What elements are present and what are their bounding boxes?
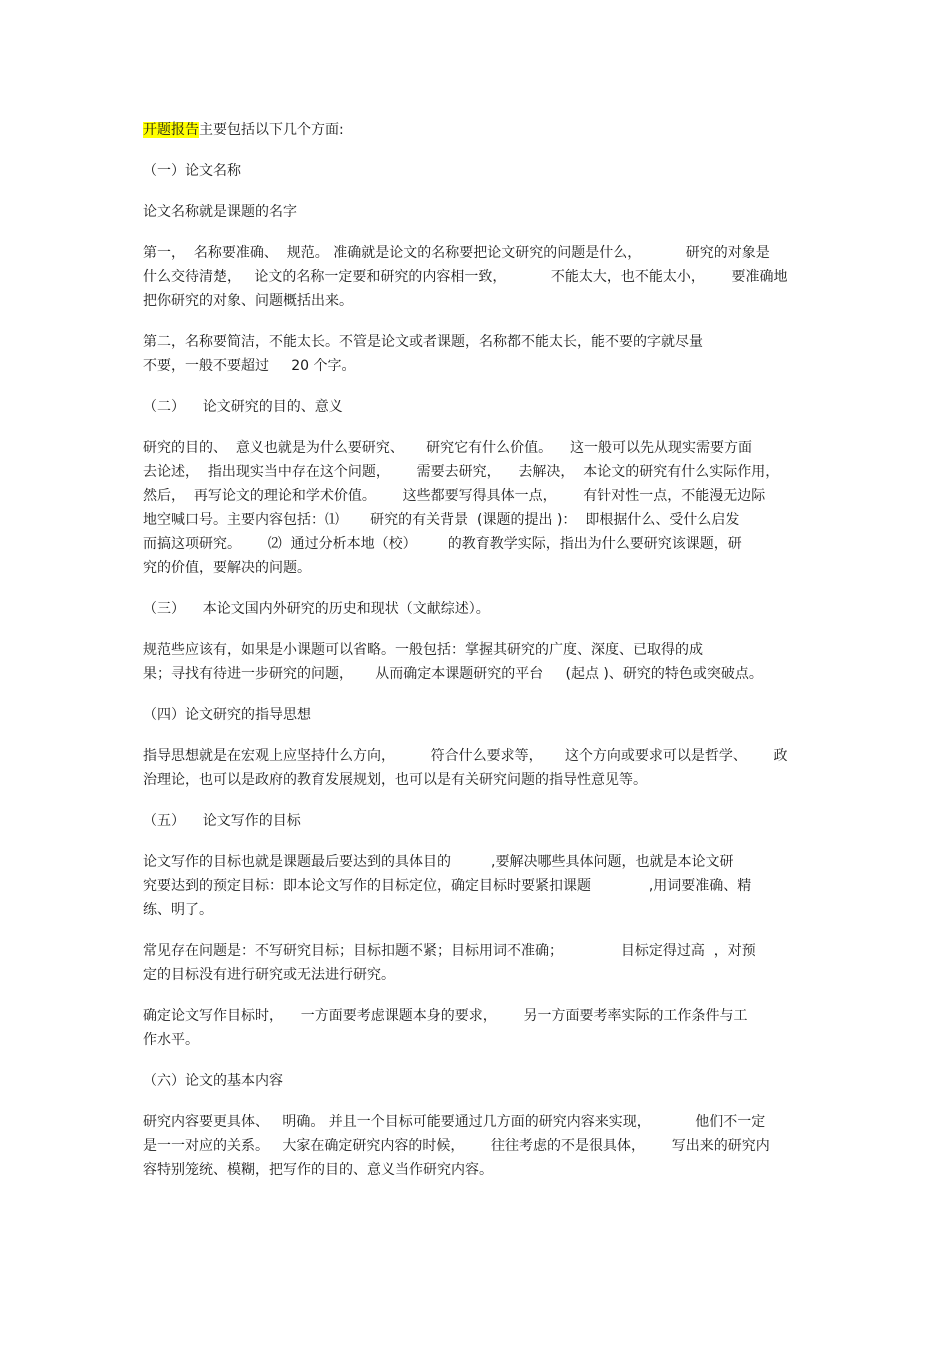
paragraph-line: 不要，一般不要超过 20 个字。	[143, 358, 356, 374]
paragraph-line: 规范些应该有，如果是小课题可以省略。一般包括：掌握其研究的广度、深度、已取得的成	[143, 642, 703, 658]
section-heading: （五） 论文写作的目标	[143, 813, 301, 829]
paragraph-line: 作水平。	[143, 1032, 199, 1048]
paragraph-line: 定的目标没有进行研究或无法进行研究。	[143, 967, 395, 983]
paragraph-line: 确定论文写作目标时， 一方面要考虑课题本身的要求， 另一方面要考率实际的工作条件与工	[143, 1008, 748, 1024]
paragraph	[143, 744, 811, 792]
paragraph	[143, 1110, 811, 1182]
paragraph	[143, 850, 811, 922]
paragraph-line: 什么交待清楚， 论文的名称一定要和研究的内容相一致， 不能太大，也不能太小， 要准确地	[143, 269, 788, 285]
spacer	[143, 987, 811, 1004]
paragraph	[143, 241, 811, 313]
paragraph-line: 常见存在问题是：不写研究目标；目标扣题不紧；目标用词不准确； 目标定得过高 ，对预	[143, 943, 756, 959]
spacer	[143, 313, 811, 330]
paragraph	[143, 939, 811, 987]
spacer	[143, 419, 811, 436]
spacer	[143, 621, 811, 638]
paragraph-line: 把你研究的对象、问题概括出来。	[143, 293, 353, 309]
paragraph-line: 治理论，也可以是政府的教育发展规划，也可以是有关研究问题的指导性意见等。	[143, 772, 647, 788]
section-heading: （二） 论文研究的目的、意义	[143, 399, 343, 415]
paragraph-line: 究的价值，要解决的问题。	[143, 560, 311, 576]
intro-text: 主要包括以下几个方面:	[199, 122, 344, 138]
spacer	[143, 224, 811, 241]
paragraph-line: 地空喊口号。主要内容包括：⑴ 研究的有关背景 (课题的提出 )： 即根据什么、受什么启发	[143, 512, 740, 528]
paragraph	[143, 200, 811, 224]
section-heading: （四）论文研究的指导思想	[143, 707, 311, 723]
paragraph-line: 论文写作的目标也就是课题最后要达到的具体目的 ,要解决哪些具体问题，也就是本论文研	[143, 854, 734, 870]
paragraph-line: 是一一对应的关系。 大家在确定研究内容的时候， 往往考虑的不是很具体， 写出来的研究内	[143, 1138, 770, 1154]
paragraph-line: 指导思想就是在宏观上应坚持什么方向， 符合什么要求等， 这个方向或要求可以是哲学、 政	[143, 748, 788, 764]
paragraph-line: 第二，名称要简洁，不能太长。不管是论文或者课题，名称都不能太长，能不要的字就尽量	[143, 334, 703, 350]
section-heading: （三） 本论文国内外研究的历史和现状（文献综述）。	[143, 601, 490, 617]
paragraph-line: 练、明了。	[143, 902, 213, 918]
paragraph	[143, 638, 811, 686]
spacer	[143, 1052, 811, 1069]
paragraph-line: 究要达到的预定目标：即本论文写作的目标定位，确定目标时要紧扣课题 ,用词要准确、精	[143, 878, 752, 894]
spacer	[143, 792, 811, 809]
highlighted-term: 开题报告	[143, 122, 199, 138]
spacer	[143, 727, 811, 744]
spacer	[143, 686, 811, 703]
paragraph-line: 果；寻找有待进一步研究的问题， 从而确定本课题研究的平台 (起点 )、研究的特色或突破点。	[143, 666, 763, 682]
spacer	[143, 833, 811, 850]
intro-line	[143, 118, 811, 142]
paragraph-line: 研究的目的、 意义也就是为什么要研究、 研究它有什么价值。 这一般可以先从现实需要方面	[143, 440, 752, 456]
paragraph-line: 第一， 名称要准确、 规范。 准确就是论文的名称要把论文研究的问题是什么， 研究的对象是	[143, 245, 770, 261]
section-heading: （一）论文名称	[143, 163, 241, 179]
paragraph-line: 容特别笼统、模糊，把写作的目的、意义当作研究内容。	[143, 1162, 493, 1178]
spacer	[143, 922, 811, 939]
paragraph	[143, 436, 811, 580]
paragraph-line: 论文名称就是课题的名字	[143, 204, 297, 220]
paragraph	[143, 330, 811, 378]
document-body	[143, 118, 811, 1182]
paragraph-line: 研究内容要更具体、 明确。 并且一个目标可能要通过几方面的研究内容来实现， 他们不一定	[143, 1114, 766, 1130]
paragraph-line: 而搞这项研究。 ⑵ 通过分析本地（校） 的教育教学实际，指出为什么要研究该课题，研	[143, 536, 742, 552]
spacer	[143, 142, 811, 159]
spacer	[143, 1093, 811, 1110]
section-heading: （六）论文的基本内容	[143, 1073, 283, 1089]
spacer	[143, 378, 811, 395]
spacer	[143, 183, 811, 200]
paragraph	[143, 1004, 811, 1052]
paragraph-line: 然后， 再写论文的理论和学术价值。 这些都要写得具体一点， 有针对性一点，不能漫无边际	[143, 488, 766, 504]
paragraph-line: 去论述， 指出现实当中存在这个问题， 需要去研究， 去解决， 本论文的研究有什么实际作用，	[143, 464, 780, 480]
spacer	[143, 580, 811, 597]
